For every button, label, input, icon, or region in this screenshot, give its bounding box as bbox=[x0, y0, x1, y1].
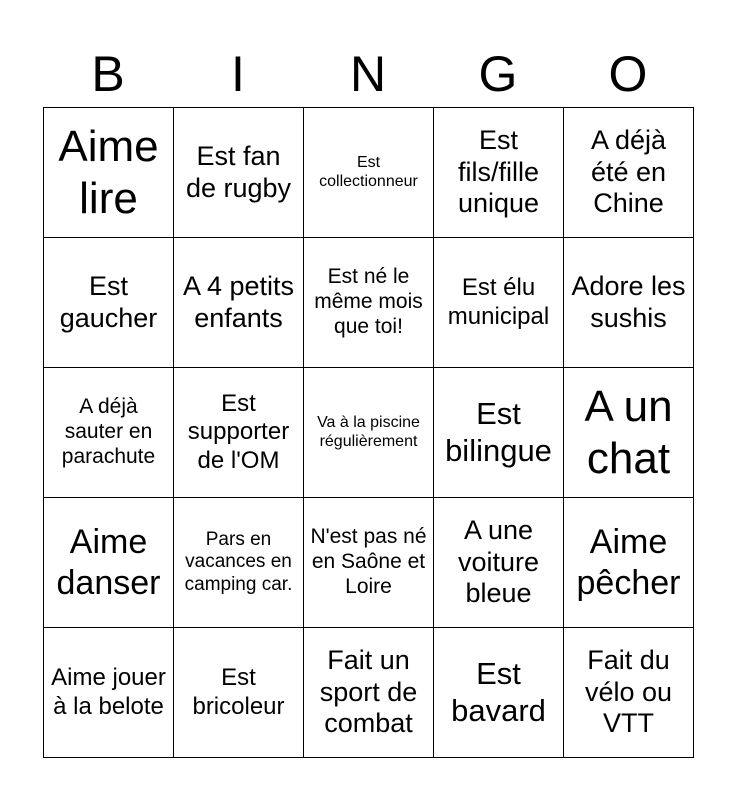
header-letter-n: N bbox=[349, 46, 387, 102]
bingo-cell[interactable]: Est bricoleur bbox=[174, 628, 304, 758]
header-letter-i: I bbox=[231, 46, 245, 102]
bingo-cell[interactable]: A une voiture bleue bbox=[434, 498, 564, 628]
bingo-cell[interactable]: Est gaucher bbox=[44, 238, 174, 368]
bingo-cell[interactable]: Fait un sport de combat bbox=[304, 628, 434, 758]
bingo-cell[interactable]: A 4 petits enfants bbox=[174, 238, 304, 368]
bingo-cell[interactable]: Est fils/fille unique bbox=[434, 108, 564, 238]
bingo-cell[interactable]: Est bilingue bbox=[434, 368, 564, 498]
bingo-cell[interactable]: Aime danser bbox=[44, 498, 174, 628]
bingo-cell[interactable]: Pars en vacances en camping car. bbox=[174, 498, 304, 628]
bingo-row bbox=[44, 498, 694, 628]
bingo-row bbox=[44, 628, 694, 758]
bingo-cell[interactable]: Aime lire bbox=[44, 108, 174, 238]
bingo-cell[interactable]: N'est pas né en Saône et Loire bbox=[304, 498, 434, 628]
header-letter-o: O bbox=[608, 46, 648, 102]
bingo-grid bbox=[43, 107, 694, 758]
bingo-cell[interactable]: Est supporter de l'OM bbox=[174, 368, 304, 498]
bingo-cell[interactable]: Est collectionneur bbox=[304, 108, 434, 238]
bingo-row bbox=[44, 238, 694, 368]
bingo-cell[interactable]: Fait du vélo ou VTT bbox=[564, 628, 694, 758]
bingo-row bbox=[44, 368, 694, 498]
bingo-cell[interactable]: Est fan de rugby bbox=[174, 108, 304, 238]
header-letter-b: B bbox=[91, 46, 125, 102]
bingo-header bbox=[43, 40, 693, 108]
header-letter-g: G bbox=[478, 46, 518, 102]
bingo-cell[interactable]: Aime pêcher bbox=[564, 498, 694, 628]
bingo-cell[interactable]: A déjà sauter en parachute bbox=[44, 368, 174, 498]
bingo-cell[interactable]: Est bavard bbox=[434, 628, 564, 758]
bingo-cell[interactable]: Est né le même mois que toi! bbox=[304, 238, 434, 368]
bingo-cell[interactable]: Va à la piscine régulièrement bbox=[304, 368, 434, 498]
bingo-cell[interactable]: Aime jouer à la belote bbox=[44, 628, 174, 758]
bingo-row bbox=[44, 108, 694, 238]
bingo-cell[interactable]: A déjà été en Chine bbox=[564, 108, 694, 238]
bingo-cell[interactable]: Adore les sushis bbox=[564, 238, 694, 368]
bingo-cell[interactable]: Est élu municipal bbox=[434, 238, 564, 368]
bingo-cell[interactable]: A un chat bbox=[564, 368, 694, 498]
